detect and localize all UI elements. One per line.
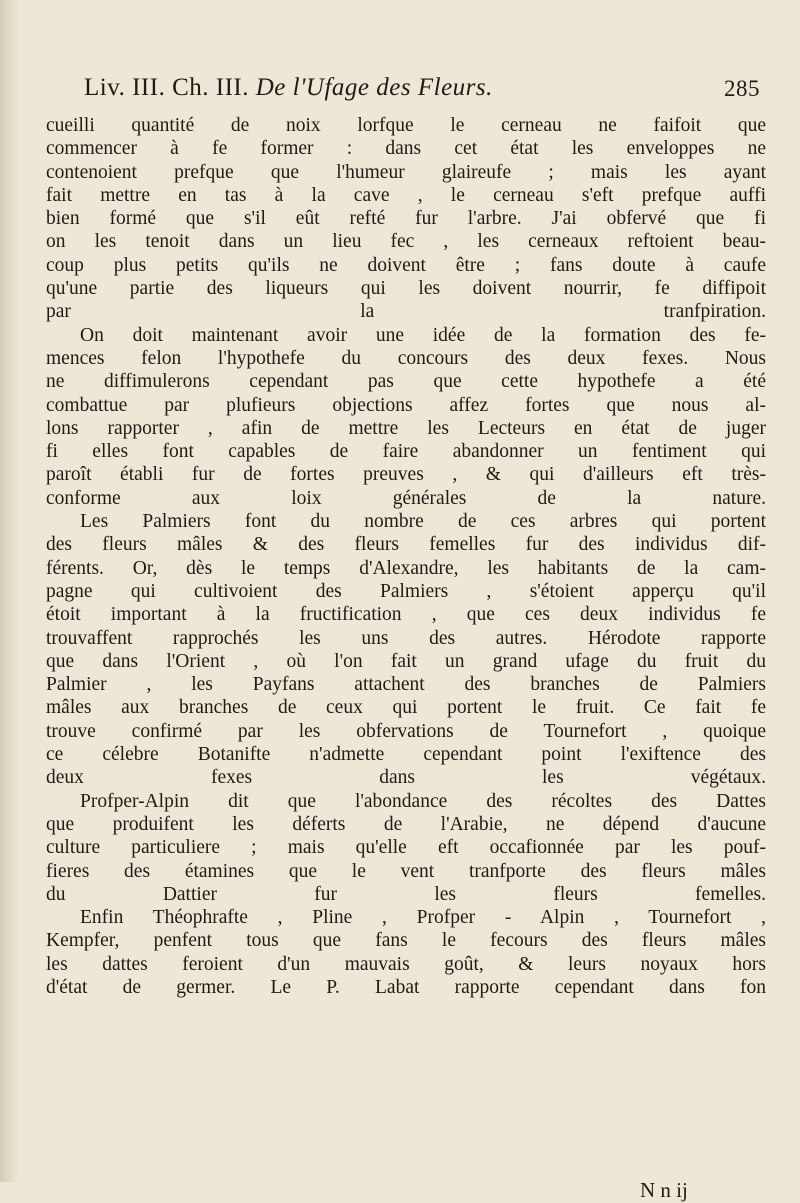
text-line: Kempfer, penfent tous que fans le fecours des fleurs mâles bbox=[46, 930, 766, 952]
page-header bbox=[46, 70, 766, 114]
text-line: fi elles font capables de faire abandonner un fentiment qui bbox=[46, 441, 766, 463]
text-line: deux fexes dans les végétaux. bbox=[46, 767, 766, 789]
text-line: Les Palmiers font du nombre de ces arbres qui portent bbox=[80, 511, 766, 533]
text-line: ne diffimulerons cependant pas que cette hypothefe a été bbox=[46, 371, 766, 393]
text-line: pagne qui cultivoient des Palmiers , s'étoient apperçu qu'il bbox=[46, 580, 766, 602]
paragraph bbox=[46, 790, 766, 906]
text-line: ce célebre Botanifte n'admette cependant point l'exiftence des bbox=[46, 744, 766, 766]
text-line: fait mettre en tas à la cave , le cerneau s'eft prefque auffi bbox=[46, 184, 766, 206]
text-line: commencer à fe former : dans cet état les enveloppes ne bbox=[46, 138, 766, 160]
running-head-prefix: Liv. III. Ch. III. bbox=[84, 74, 256, 101]
text-line: qu'une partie des liqueurs qui les doivent nourrir, fe diffipoit bbox=[46, 278, 766, 300]
signature-mark: N n ij bbox=[640, 1178, 688, 1202]
text-line: trouve confirmé par les obfervations de Tournefort , quoique bbox=[46, 720, 766, 742]
book-page bbox=[46, 70, 766, 1202]
text-line: trouvaffent rapprochés les uns des autres. Hérodote rapporte bbox=[46, 627, 766, 649]
text-line: contenoient prefque que l'humeur glaireufe ; mais les ayant bbox=[46, 161, 766, 183]
text-line: Profper-Alpin dit que l'abondance des récoltes des Dattes bbox=[80, 790, 766, 812]
text-line: Enfin Théophrafte , Pline , Profper - Alpin , Tournefort , bbox=[80, 907, 766, 929]
running-head-title: De l'Ufage des Fleurs. bbox=[255, 74, 493, 101]
paragraph bbox=[46, 114, 766, 324]
text-line: fieres des étamines que le vent tranfporte des fleurs mâles bbox=[46, 860, 766, 882]
text-line: culture particuliere ; mais qu'elle eft occafionnée par les pouf- bbox=[46, 837, 766, 859]
text-line: que produifent les déferts de l'Arabie, ne dépend d'aucune bbox=[46, 813, 766, 835]
text-line: On doit maintenant avoir une idée de la formation des fe- bbox=[80, 324, 766, 346]
page-number: 285 bbox=[724, 76, 760, 101]
text-line: Palmier , les Payfans attachent des branches de Palmiers bbox=[46, 674, 766, 696]
text-line: coup plus petits qu'ils ne doivent être ; fans doute à caufe bbox=[46, 254, 766, 276]
text-line: bien formé que s'il eût refté fur l'arbre. J'ai obfervé que fi bbox=[46, 208, 766, 230]
text-line: mâles aux branches de ceux qui portent le fruit. Ce fait fe bbox=[46, 697, 766, 719]
text-line: mences felon l'hypothefe du concours des deux fexes. Nous bbox=[46, 347, 766, 369]
paragraph bbox=[46, 906, 766, 999]
page-binding-shadow bbox=[0, 0, 18, 1182]
running-head bbox=[84, 74, 493, 102]
paragraph bbox=[46, 510, 766, 790]
text-line: combattue par plufieurs objections affez fortes que nous al- bbox=[46, 394, 766, 416]
text-line: par la tranfpiration. bbox=[46, 301, 766, 323]
text-line: cueilli quantité de noix lorfque le cerneau ne faifoit que bbox=[46, 115, 766, 136]
text-line: du Dattier fur les fleurs femelles. bbox=[46, 883, 766, 905]
text-line: des fleurs mâles & des fleurs femelles fur des individus dif- bbox=[46, 534, 766, 556]
text-line: lons rapporter , afin de mettre les Lecteurs en état de juger bbox=[46, 417, 766, 439]
body-text bbox=[46, 114, 766, 999]
text-line: on les tenoit dans un lieu fec , les cerneaux reftoient beau- bbox=[46, 231, 766, 253]
paragraph bbox=[46, 324, 766, 510]
text-line: férents. Or, dès le temps d'Alexandre, les habitants de la cam- bbox=[46, 557, 766, 579]
text-line: les dattes feroient d'un mauvais goût, & leurs noyaux hors bbox=[46, 953, 766, 975]
text-line: étoit important à la fructification , que ces deux individus fe bbox=[46, 604, 766, 626]
text-line: que dans l'Orient , où l'on fait un grand ufage du fruit du bbox=[46, 650, 766, 672]
text-line: conforme aux loix générales de la nature. bbox=[46, 487, 766, 509]
text-line: paroît établi fur de fortes preuves , & qui d'ailleurs eft très- bbox=[46, 464, 766, 486]
text-line: d'état de germer. Le P. Labat rapporte cependant dans fon bbox=[46, 976, 766, 998]
